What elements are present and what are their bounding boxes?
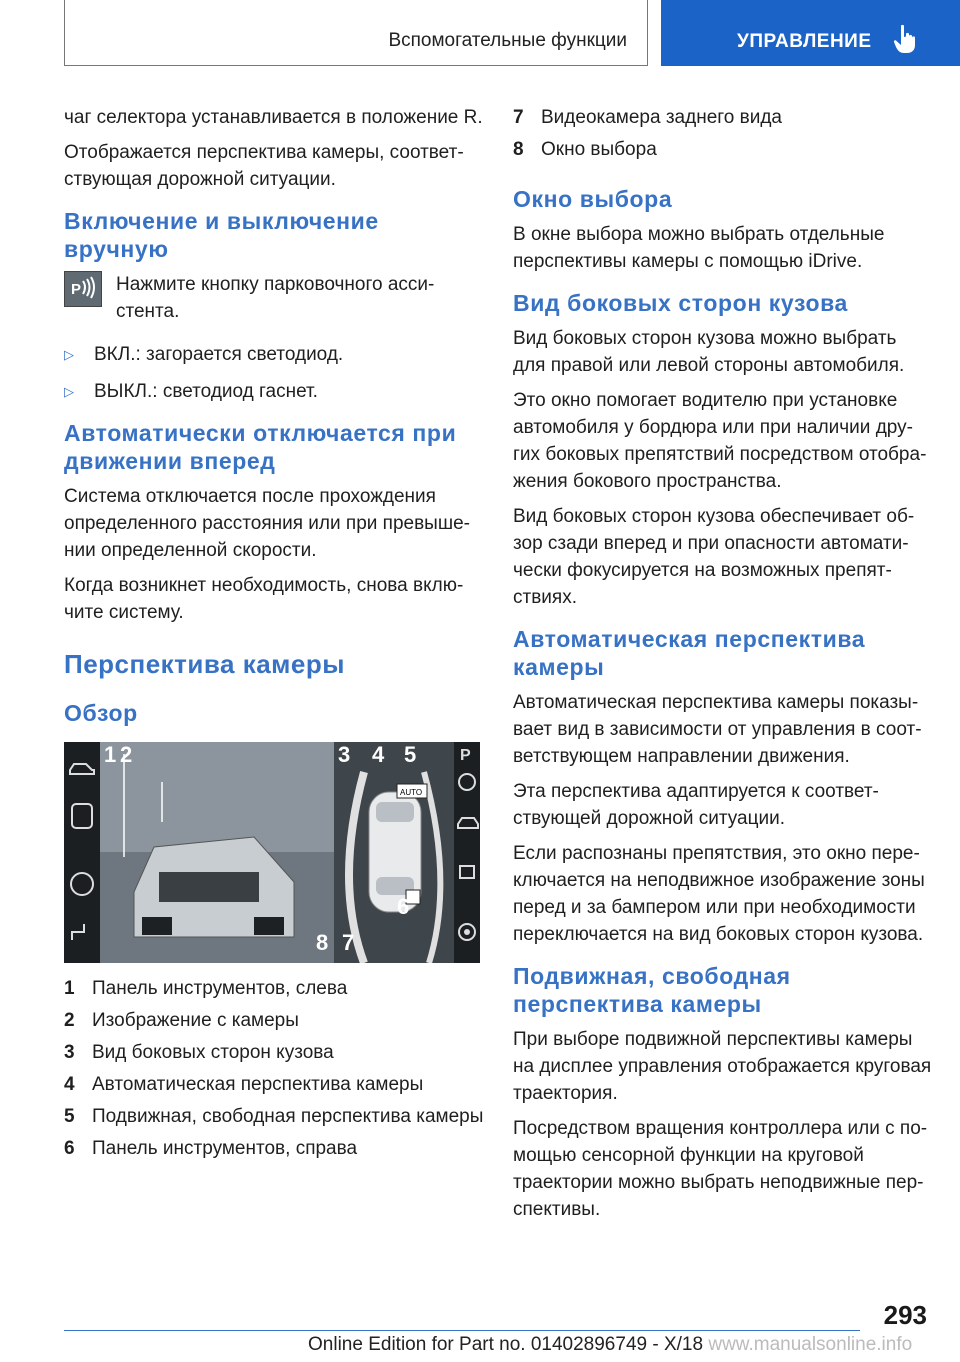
parking-sensor-icon — [65, 272, 101, 306]
free-perspective-paragraph-2: Посредством вращения контроллера или с помощью сенсорной функции на круговой траектории можно выбрать неподвижные перспективы. — [513, 1118, 928, 1220]
heading-manual-toggle: Включение и выключение вручную — [64, 208, 379, 262]
list-item: 8 Окно выбора — [513, 139, 657, 160]
heading-side-view: Вид боковых сторон кузова — [513, 290, 848, 316]
triangle-bullet-icon: ▷ — [64, 347, 74, 362]
auto-perspective-paragraph-3: Если распознаны препятствия, это окно переключается на неподвижное изображение зоны перед и за бампером или при необходимости переключается на вид боковых сторон кузова. — [513, 843, 925, 945]
parking-icon: P — [460, 747, 471, 764]
auto-badge: AUTO — [400, 788, 423, 797]
parking-assistant-button-icon — [64, 271, 102, 307]
heading-selection-window: Окно выбора — [513, 186, 673, 212]
side-view-paragraph-2: Это окно помогает водителю при установке автомобиля у бордюра или при наличии других боковых препятствий посредством отображения бокового пространства. — [513, 390, 927, 492]
callout-2: 2 — [120, 742, 133, 767]
list-item: 5 Подвижная, свободная перспектива камеры — [64, 1106, 484, 1127]
chapter-tab-label: УПРАВЛЕНИЕ — [737, 31, 872, 52]
side-view-paragraph-1: Вид боковых сторон кузова можно выбрать для правой или левой стороны автомобиля. — [513, 328, 905, 376]
heading-overview: Обзор — [64, 700, 138, 726]
camera-display-figure — [64, 742, 480, 963]
heading-free-perspective: Подвижная, свободная перспектива камеры — [513, 963, 791, 1017]
left-column — [64, 104, 484, 1167]
bullet-off-text: ВЫКЛ.: светодиод гаснет. — [94, 381, 318, 402]
list-item: 2 Изображение с камеры — [64, 1010, 299, 1031]
list-item: 7 Видеокамера заднего вида — [513, 107, 782, 128]
intro-paragraph-2: Отображается перспектива камеры, соответствующая дорожной ситуации. — [64, 142, 464, 190]
intro-paragraph-1: чаг селектора устанавливается в положение R. — [64, 107, 483, 128]
parking-assistant-instruction — [64, 271, 484, 325]
callout-4: 4 — [372, 742, 385, 767]
callout-3: 3 — [338, 742, 351, 767]
pointing-hand-icon — [893, 24, 919, 54]
bullet-on-text: ВКЛ.: загорается светодиод. — [94, 344, 344, 365]
heading-camera-perspective: Перспектива камеры — [64, 649, 345, 679]
auto-perspective-paragraph-1: Автоматическая перспектива камеры показывает вид в зависимости от управления в соответствующем направлении движения. — [513, 692, 922, 767]
footer-divider — [64, 1330, 860, 1331]
list-item: 1 Панель инструментов, слева — [64, 978, 348, 999]
figure-legend-left — [64, 975, 484, 1162]
auto-off-paragraph-2: Когда возникнет необходимость, снова включите систему. — [64, 575, 464, 623]
chapter-tab[interactable] — [661, 0, 960, 66]
list-item: 4 Автоматическая перспектива камеры — [64, 1074, 424, 1095]
callout-7: 7 — [342, 930, 355, 955]
edition-text: Online Edition for Part no. 01402896749 - X/18 — [308, 1334, 704, 1355]
right-column — [513, 104, 933, 1231]
watermark-site[interactable]: www.manualsonline.info — [708, 1334, 913, 1355]
section-title: Вспомогательные функции — [388, 30, 627, 51]
footer-edition — [308, 1334, 912, 1356]
selection-window-text: В окне выбора можно выбрать отдельные перспективы камеры с помощью iDrive. — [513, 224, 885, 272]
free-perspective-paragraph-1: При выборе подвижной перспективы камеры на дисплее управления отображается круговая траектория. — [513, 1029, 932, 1104]
camera-display-illustration — [64, 742, 480, 963]
page-number: 293 — [883, 1300, 927, 1330]
callout-5: 5 — [404, 742, 417, 767]
callout-8: 8 — [316, 930, 329, 955]
auto-off-paragraph-1: Система отключается после прохождения определенного расстояния или при превышении определенной скорости. — [64, 486, 470, 561]
bullet-off — [64, 378, 484, 405]
side-view-paragraph-3: Вид боковых сторон кузова обеспечивает обзор сзади вперед и при опасности автоматически фокусируется на возможных препятствиях. — [513, 506, 915, 608]
bullet-on — [64, 341, 484, 368]
triangle-bullet-icon: ▷ — [64, 384, 74, 399]
figure-legend-right — [513, 104, 933, 163]
manual-toggle-text: Нажмите кнопку парковочного ассистента. — [116, 274, 435, 322]
list-item: 6 Панель инструментов, справа — [64, 1138, 358, 1159]
svg-text:P: P — [71, 281, 82, 298]
callout-6: 6 — [397, 894, 410, 919]
heading-auto-perspective: Автоматическая перспектива камеры — [513, 626, 866, 680]
header-section-box — [64, 0, 648, 66]
callout-1: 1 — [104, 742, 117, 767]
auto-perspective-paragraph-2: Эта перспектива адаптируется к соответствующей дорожной ситуации. — [513, 781, 879, 829]
list-item: 3 Вид боковых сторон кузова — [64, 1042, 334, 1063]
heading-auto-off: Автоматически отключается при движении вперед — [64, 420, 457, 474]
